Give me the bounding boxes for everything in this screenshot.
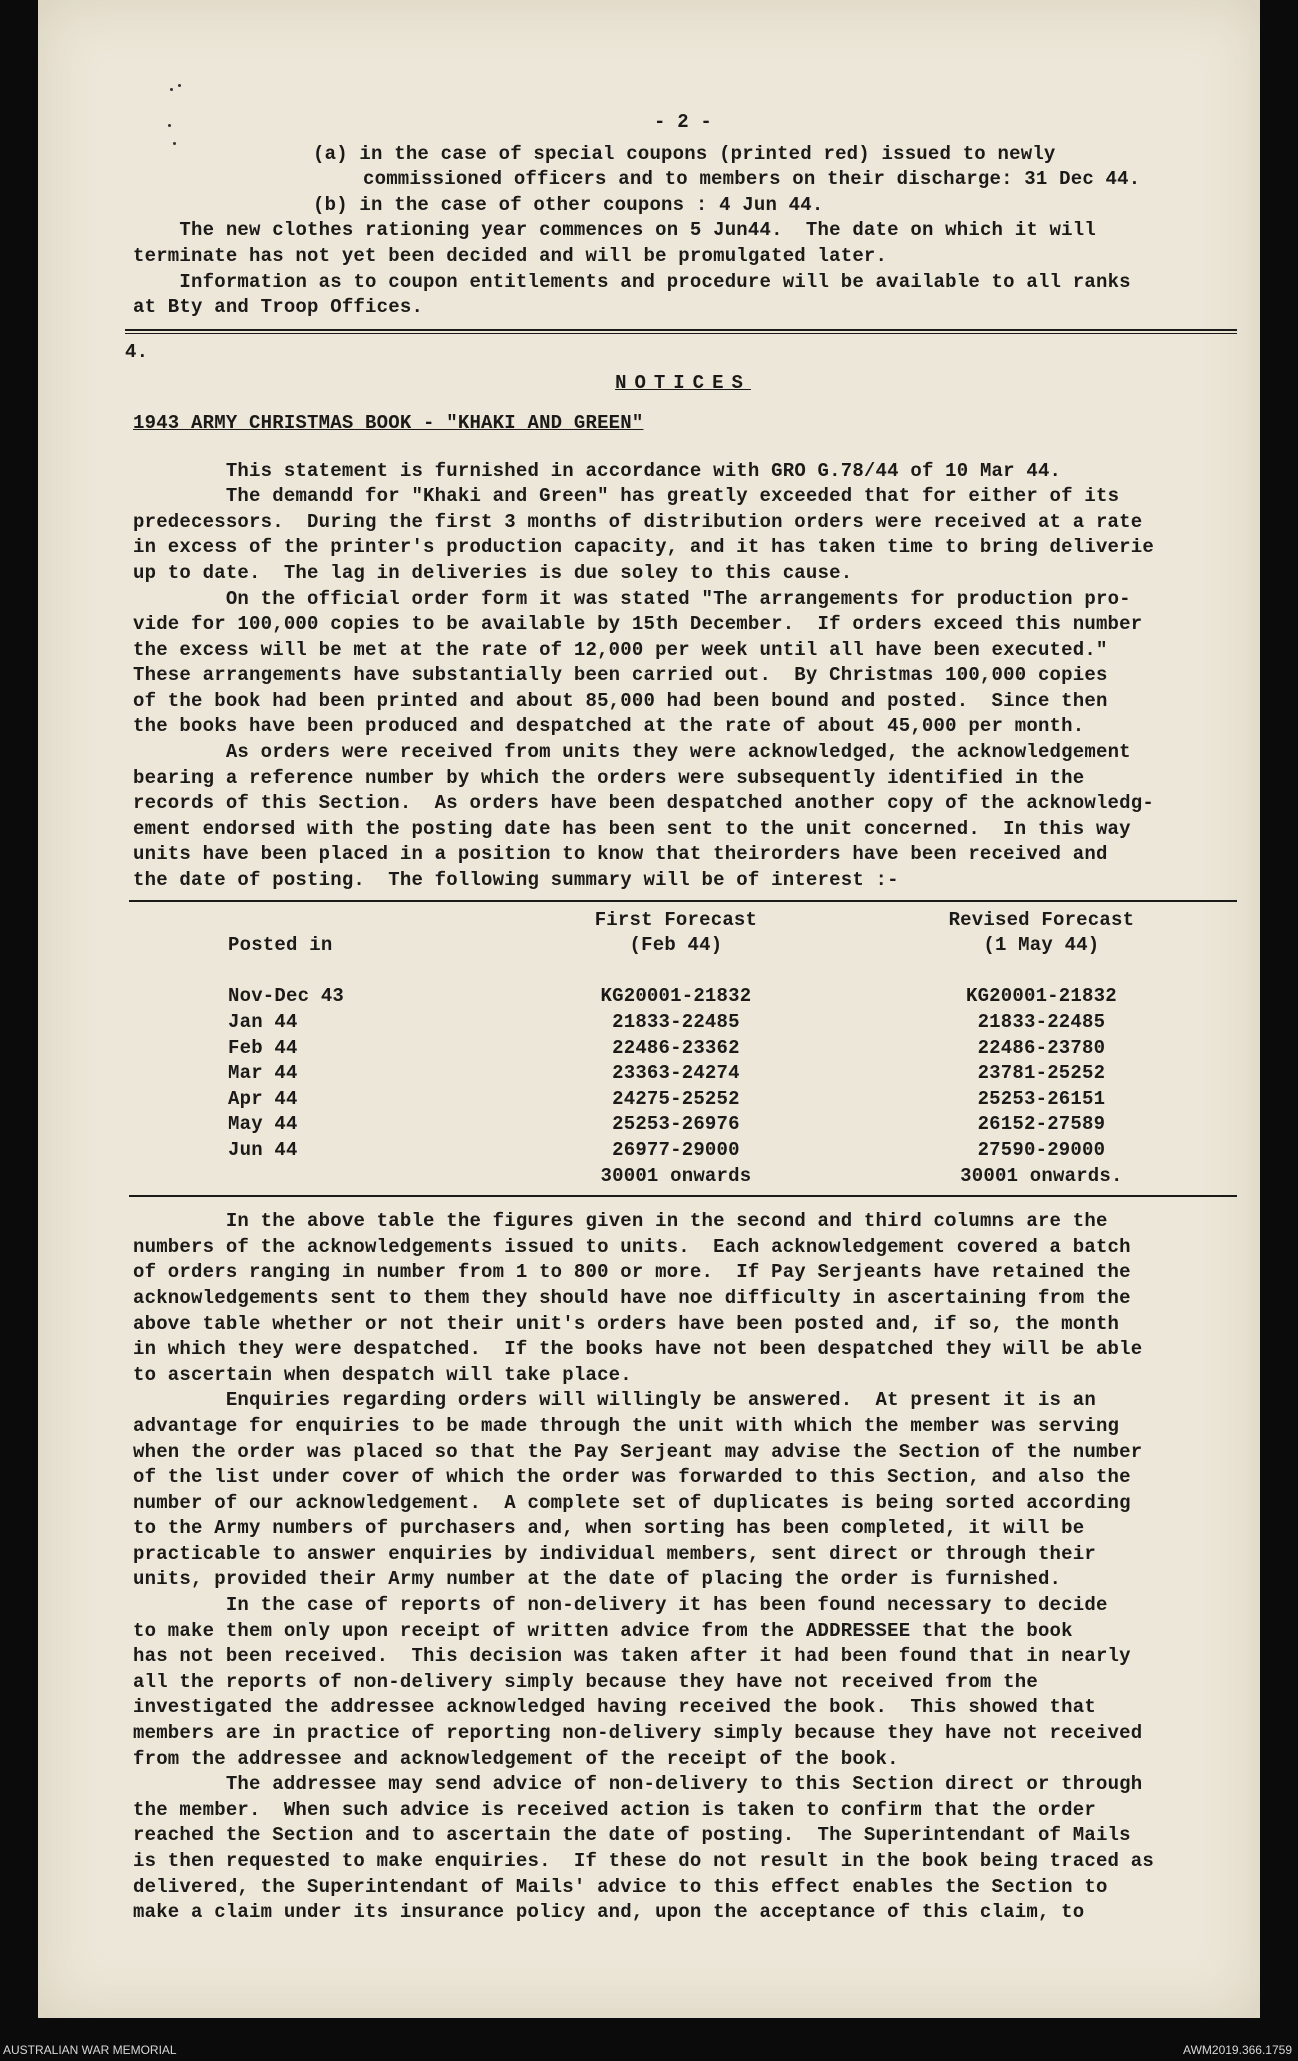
- table-row: Nov-Dec 43 KG20001-21832 KG20001-21832: [228, 985, 1117, 1008]
- section-divider: [125, 329, 1237, 334]
- paragraph-addressee-advice: The addressee may send advice of non-delivery to this Section direct or through the member. When such advice is received action is taken to confirm that the order reached the Section and to ascertain the date of posting. The Superintendant of Mails is then requested to make enquiries. If these do not result in the book being traced as delivered, the Superintendant of Mails' advice to this effect enables the Section to make a claim under its insurance policy and, upon the acceptance of this claim, to: [133, 1773, 1154, 1924]
- paragraph-demand: The demandd for "Khaki and Green" has greatly exceeded that for either of its predecessors. During the first 3 months of distribution orders were received at a rate in excess of the printer's production capacity, and it has taken time to bring deliverie up to date. The lag in deliveries is due soley to this cause.: [133, 485, 1154, 584]
- forecast-table: [133, 908, 1233, 1190]
- paragraph-non-delivery: In the case of reports of non-delivery it has been found necessary to decide to make them only upon receipt of written advice from the ADDRESSEE that the book has not been received. This decision was taken after it had been found that in nearly all the reports of non-delivery simply because they have not received from the investigated the addressee acknowledged having received the book. This showed that members are in practice of reporting non-delivery simply because they have not received from the addressee and acknowledgement of the receipt of the book.: [133, 1594, 1143, 1770]
- footer-accession-number: AWM2019.366.1759: [1183, 2043, 1292, 2057]
- page-number: - 2 -: [653, 111, 712, 133]
- paragraph-table-explanation: In the above table the figures given in the second and third columns are the numbers of the acknowledgements issued to units. Each acknowledgement covered a batch of orders ranging in number from 1 to 800 or more. If Pay Serjeants have retained the acknowledgements sent to them they should have noe difficulty in ascertaining from the above table whether or not their unit's orders have been posted and, if so, the month in which they were despatched. If the books have not been despatched they will be able to ascertain when despatch will take place.: [133, 1210, 1143, 1386]
- table-row: May 44 25253-26976 26152-27589: [228, 1113, 1106, 1136]
- paragraph-clothes-rationing: The new clothes rationing year commences on 5 Jun44. The date on which it will terminate has not yet been decided and will be promulgated later.: [133, 219, 1096, 267]
- header-feb-44: (Feb 44): [629, 934, 723, 957]
- list-item-b: (b) in the case of other coupons : 4 Jun 44.: [313, 193, 824, 216]
- paragraph-order-form: On the official order form it was stated "The arrangements for production pro- vide for 100,000 copies to be available by 15th December. If orders exceed this number the excess will be met at the rate of 12,000 per week until all have been executed." These arrangements have substantially been carried out. By Christmas 100,000 copies of the book had been printed and about 85,000 had been bound and posted. Since then the books have been produced and despatched at the rate of about 45,000 per month.: [133, 587, 1143, 738]
- document-body: [125, 110, 1233, 1926]
- header-revised-forecast: Revised Forecast: [948, 908, 1135, 931]
- document-page: [38, 0, 1260, 2018]
- table-row: Jan 44 21833-22485 21833-22485: [228, 1011, 1106, 1033]
- table-header-row-1: [133, 908, 1233, 934]
- table-header-row-2: [133, 933, 1233, 959]
- table-row: 30001 onwards 30001 onwards.: [600, 1164, 1123, 1187]
- list-item-a-line2: commissioned officers and to members on their discharge: 31 Dec 44.: [363, 168, 1141, 191]
- footer-institution: AUSTRALIAN WAR MEMORIAL: [3, 2043, 177, 2057]
- header-first-forecast: First Forecast: [594, 908, 758, 931]
- header-posted-in: Posted in: [228, 934, 333, 957]
- notices-heading: NOTICES: [615, 372, 751, 395]
- archive-footer: [0, 2040, 1298, 2061]
- table-row: Apr 44 24275-25252 25253-26151: [228, 1087, 1106, 1110]
- table-row: Feb 44 22486-23362 22486-23780: [228, 1036, 1106, 1059]
- section-number: 4.: [125, 340, 149, 363]
- table-top-rule: [129, 900, 1237, 902]
- paragraph-acknowledgements: As orders were received from units they were acknowledged, the acknowledgement bearing a reference number by which the orders were subsequently identified in the records of this Section. As orders have been despatched another copy of the acknowledg- ement endorsed with the posting date has been sent to the unit concerned. In this way units have been placed in a position to know that theirorders have been received and the date of posting. The following summary will be of interest :-: [133, 741, 1154, 892]
- header-1-may-44: (1 May 44): [983, 934, 1100, 957]
- list-item-a-line1: (a) in the case of special coupons (printed red) issued to newly: [313, 142, 1056, 165]
- paragraph-coupon-info: Information as to coupon entitlements and procedure will be available to all ranks at Bty and Troop Offices.: [133, 270, 1131, 319]
- paragraph-enquiries: Enquiries regarding orders will willingly be answered. At present it is an advantage for enquiries to be made through the unit with which the member was serving when the order was placed so that the Pay Serjeant may advise the Section of the number of the list under cover of which the order was forwarded to this Section, and also the number of our acknowledgement. A complete set of duplicates is being sorted according to the Army numbers of purchasers and, when sorting has been completed, it will be practicable to answer enquiries by individual members, sent direct or through their units, provided their Army number at the date of placing the order is furnished.: [133, 1389, 1143, 1591]
- table-row: Mar 44 23363-24274 23781-25252: [228, 1062, 1106, 1085]
- table-bottom-rule: [129, 1195, 1237, 1197]
- christmas-book-heading: 1943 ARMY CHRISTMAS BOOK - "KHAKI AND GREEN": [133, 411, 644, 434]
- table-row: Jun 44 26977-29000 27590-29000: [228, 1138, 1106, 1161]
- paragraph-statement: This statement is furnished in accordance with GRO G.78/44 of 10 Mar 44.: [133, 459, 1062, 482]
